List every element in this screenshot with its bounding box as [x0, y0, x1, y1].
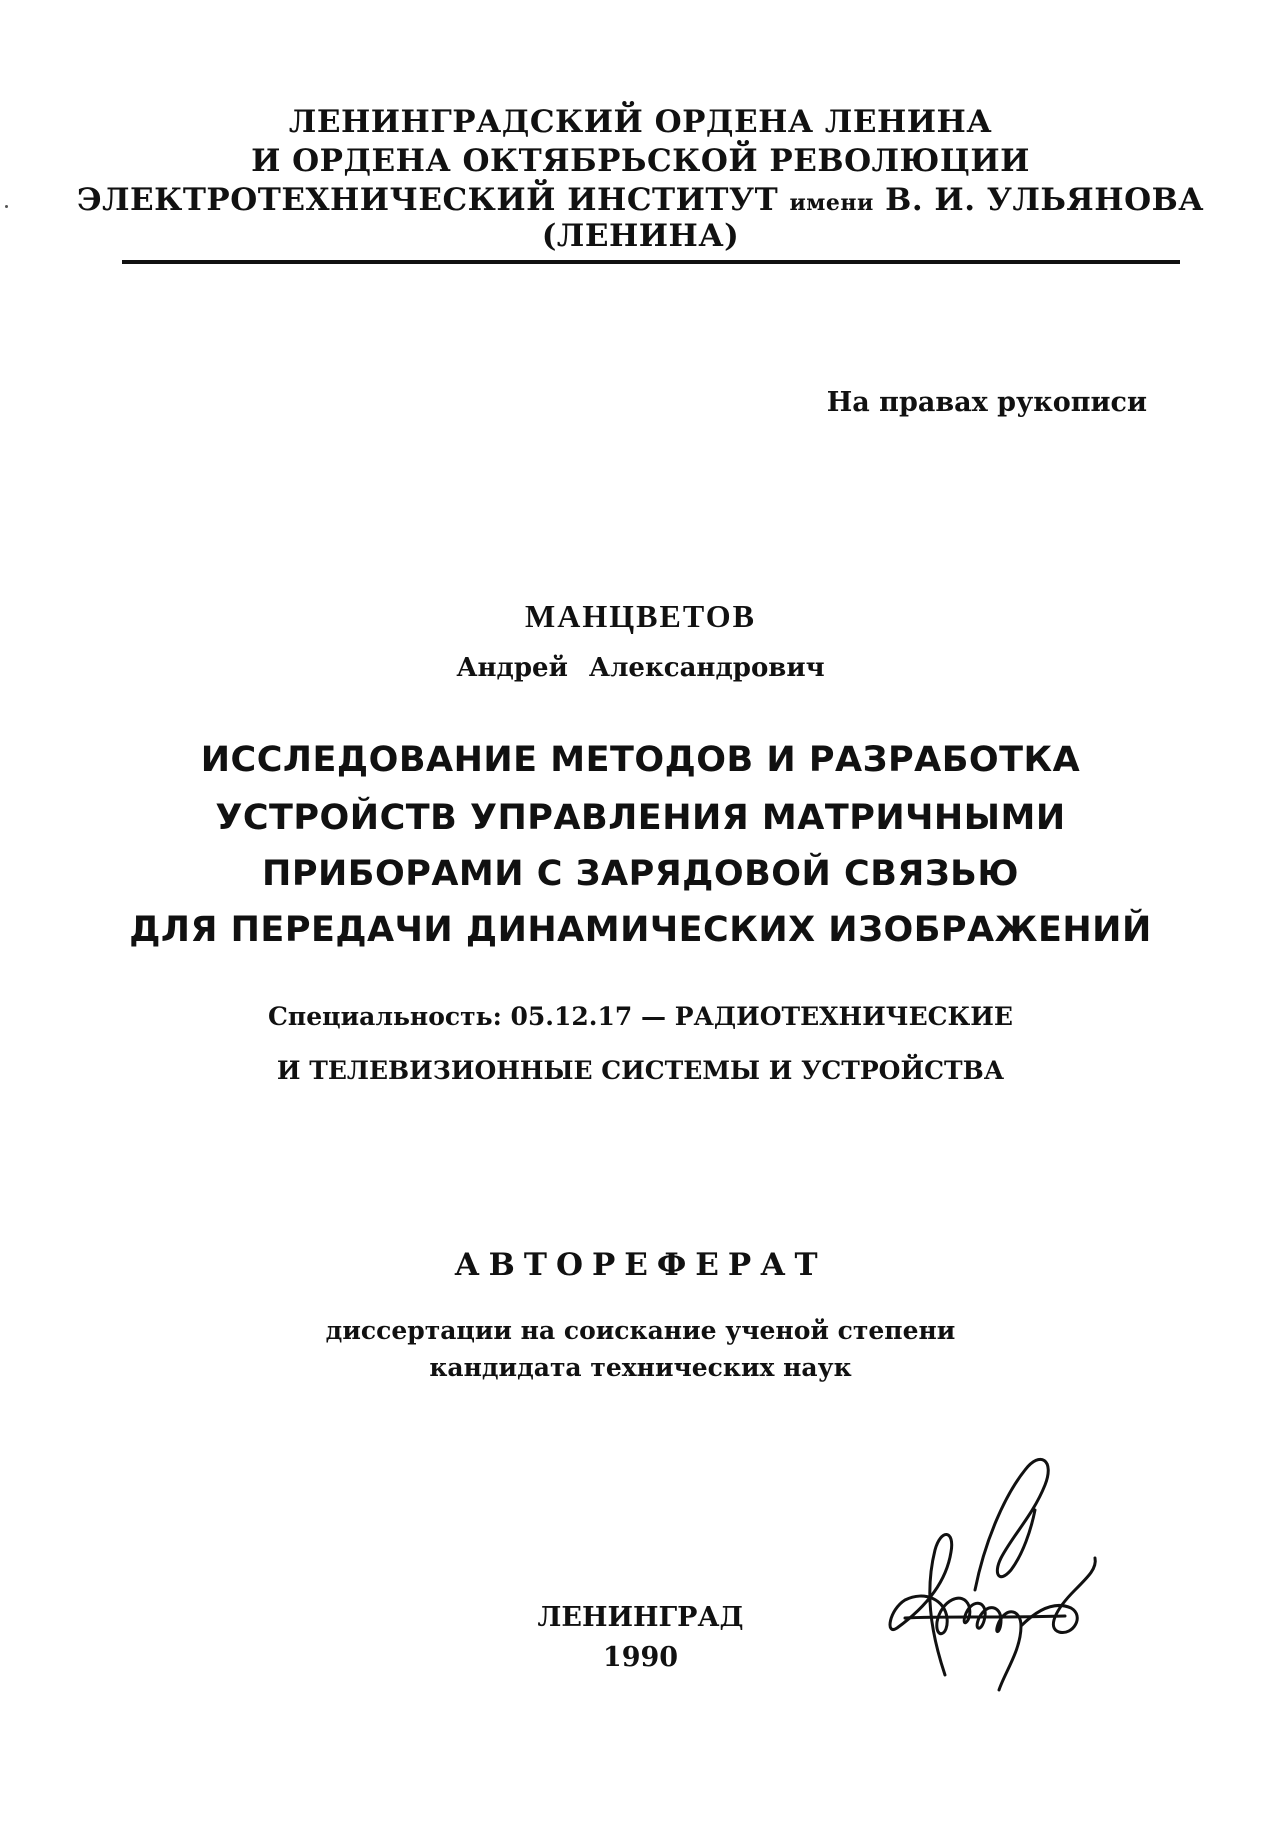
dissertation-title-line-3: ПРИБОРАМИ С ЗАРЯДОВОЙ СВЯЗЬЮ	[262, 854, 1019, 894]
dissertation-title-line-1: ИССЛЕДОВАНИЕ МЕТОДОВ И РАЗРАБОТКА	[200, 740, 1081, 780]
institute-line-4: (ЛЕНИНА)	[541, 218, 740, 254]
author-given-names: Андрей Александрович	[456, 653, 825, 683]
publication-year: 1990	[602, 1642, 679, 1673]
specialty-line-2: И ТЕЛЕВИЗИОННЫЕ СИСТЕМЫ И УСТРОЙСТВА	[276, 1056, 1005, 1085]
header-rule	[122, 260, 1180, 264]
rights-note: На правах рукописи	[826, 387, 1147, 418]
institute-name: ЭЛЕКТРОТЕХНИЧЕСКИЙ ИНСТИТУТ	[76, 182, 779, 218]
institute-line-3	[0, 182, 1281, 218]
degree-line-2: кандидата технических наук	[429, 1353, 852, 1382]
institute-named-after: имени	[789, 190, 874, 216]
dissertation-title-line-2: УСТРОЙСТВ УПРАВЛЕНИЯ МАТРИЧНЫМИ	[215, 798, 1066, 838]
specialty-line-1: Специальность: 05.12.17 — РАДИОТЕХНИЧЕСКИЕ	[268, 1002, 1013, 1031]
institute-line-1: ЛЕНИНГРАДСКИЙ ОРДЕНА ЛЕНИНА	[288, 104, 993, 140]
institute-namesake: В. И. УЛЬЯНОВА	[885, 182, 1205, 218]
degree-line-1: диссертации на соискание ученой степени	[325, 1316, 956, 1345]
abstract-label: АВТОРЕФЕРАТ	[454, 1247, 827, 1283]
institute-line-2: И ОРДЕНА ОКТЯБРЬСКОЙ РЕВОЛЮЦИИ	[251, 143, 1030, 179]
publication-city: ЛЕНИНГРАД	[537, 1602, 744, 1633]
author-surname: МАНЦВЕТОВ	[525, 598, 756, 634]
dissertation-title-line-4: ДЛЯ ПЕРЕДАЧИ ДИНАМИЧЕСКИХ ИЗОБРАЖЕНИЙ	[129, 910, 1152, 950]
